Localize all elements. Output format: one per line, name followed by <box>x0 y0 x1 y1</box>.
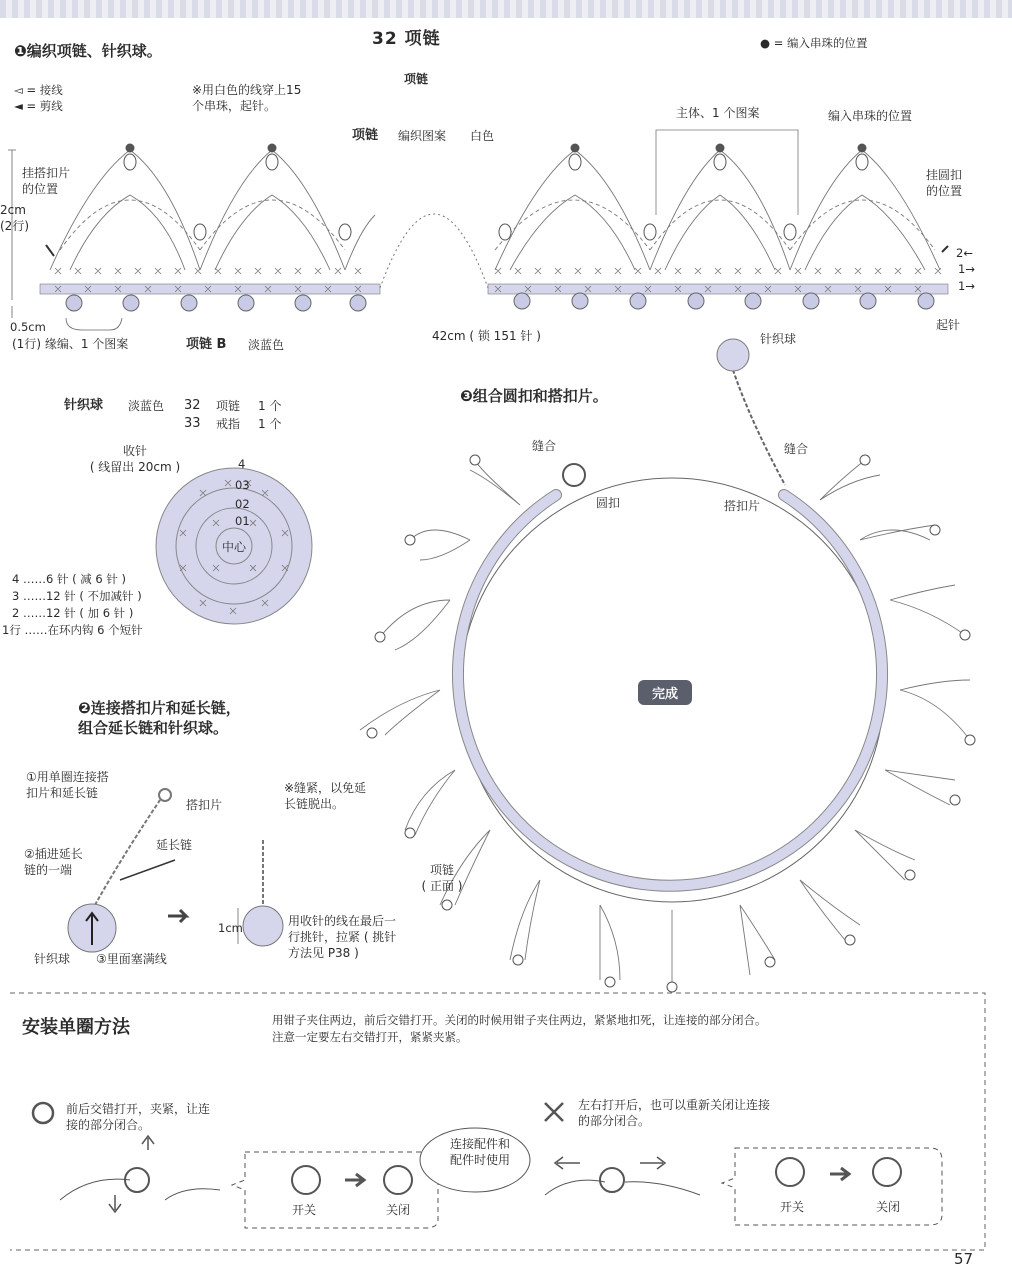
ring-num-1: 01 <box>235 514 250 528</box>
step2-heading: ❷连接搭扣片和延长链， 组合延长链和针织球。 <box>78 699 241 737</box>
clasp-plate-label: 搭扣片 <box>724 499 761 513</box>
step1-heading: ❶编织项链、针织球。 <box>14 42 162 60</box>
ball-row2-item: 戒指 <box>216 417 241 431</box>
jump-ring-desc-2: 注意一定要左右交错打开，紧紧夹紧。 <box>272 1030 468 1044</box>
sew-note: ※缝紧，以免延 长链脱出。 <box>284 781 367 811</box>
knit-ball-callout: 针织球 <box>760 332 797 346</box>
close-label-1: 关闭 <box>386 1203 411 1217</box>
start-label: 起针 <box>936 318 961 332</box>
done-badge: 完成 <box>638 680 692 705</box>
ring-num-4: 4 <box>238 457 246 471</box>
bead-position-label: 编入串珠的位置 <box>828 109 913 123</box>
legend-cut: ◄ = 剪线 <box>14 99 63 113</box>
chain-band-right <box>488 284 948 294</box>
row-1-marker-b: 1→ <box>958 279 975 293</box>
bad-method: 左右打开后，也可以重新关闭让连接 的部分闭合。 <box>578 1098 771 1128</box>
height-label: 2cm (2行) <box>0 203 29 233</box>
page-title: 32 项链 <box>372 29 441 49</box>
step3-heading: ❸组合圆扣和搭扣片。 <box>460 387 608 405</box>
ball-row1-qty: 1 个 <box>258 399 282 413</box>
bead-note: ※用白色的线穿上15 个串珠，起针。 <box>192 83 302 113</box>
jump-ring-title: 安装单圈方法 <box>22 1017 130 1038</box>
ball-row-4: 4 ……6 针 ( 减 6 针 ) <box>12 572 127 586</box>
row-1-marker-a: 1→ <box>958 262 975 276</box>
knit-ball-color: 淡蓝色 <box>128 399 165 413</box>
open-label-1: 开关 <box>292 1203 317 1217</box>
step2-note-3: ③里面塞满线 <box>96 952 167 966</box>
necklace-crochet-chart <box>8 130 948 330</box>
main-motif-label: 主体、1 个图案 <box>676 106 760 120</box>
necklace-front-label: 项链 ( 正面 ) <box>421 863 463 893</box>
necklace-assembly <box>360 339 975 992</box>
ring-clasp-label: 圆扣 <box>596 496 621 510</box>
edge-height-label: 0.5cm <box>10 320 46 334</box>
finish-label: 收针 ( 线留出 20cm ) <box>89 444 181 474</box>
edge-label: (1行) 缘编、1 个图案 <box>12 337 129 351</box>
knit-ball-label: 针织球 <box>64 398 104 413</box>
ball-row2-qty: 1 个 <box>258 417 282 431</box>
ball-row-3: 3 ……12 针 ( 不加减针 ) <box>12 589 142 603</box>
chain-band-left <box>40 284 380 294</box>
chart-subtitle: 编织图案 <box>398 129 447 143</box>
page-number: 57 <box>954 1250 974 1268</box>
sew-label-left: 缝合 <box>532 439 557 453</box>
open-label-2: 开关 <box>780 1200 805 1214</box>
ball-row-1: 1行 ……在环内钩 6 个短针 <box>2 623 143 637</box>
ball-row1-num: 32 <box>184 398 201 413</box>
finish-tip: 用收针的线在最后一 行挑针，拉紧 ( 挑针 方法见 P38 ) <box>288 914 397 960</box>
hook-position-label: 挂搭扣片 的位置 <box>22 166 71 196</box>
step2-note-2: ②插进延长 链的一端 <box>24 847 83 877</box>
clasp-label-2: 搭扣片 <box>186 798 223 812</box>
necklace-subtitle: 项链 <box>404 72 429 86</box>
ring-position-label: 挂圆扣 的位置 <box>926 168 963 198</box>
row-2-marker: 2← <box>956 246 973 260</box>
chain-b-color: 淡蓝色 <box>248 338 285 352</box>
ball-row1-item: 项链 <box>216 399 241 413</box>
good-method: 前后交错打开，夹紧，让连 接的部分闭合。 <box>66 1102 211 1132</box>
tip-bubble: 连接配件和 配件时使用 <box>449 1137 510 1167</box>
chart-title: 项链 <box>352 128 379 143</box>
knit-ball-label-2: 针织球 <box>34 952 71 966</box>
close-label-2: 关闭 <box>876 1200 901 1214</box>
sew-label-right: 缝合 <box>784 442 809 456</box>
jump-ring-desc-1: 用钳子夹住两边，前后交错打开。关闭的时候用钳子夹住两边，紧紧地扣死，让连接的部分闭合。 <box>272 1013 767 1027</box>
chain-length-label: 42cm ( 锁 151 针 ) <box>432 329 541 343</box>
step2-note-1: ①用单圈连接搭 扣片和延长链 <box>26 770 109 800</box>
ring-num-3: 03 <box>235 478 250 492</box>
ball-row-2: 2 ……12 针 ( 加 6 针 ) <box>12 606 134 620</box>
ball-row2-num: 33 <box>184 416 201 431</box>
center-label: 中心 <box>222 540 247 554</box>
ring-num-2: 02 <box>235 497 250 511</box>
legend-join: ◅ = 接线 <box>14 83 63 97</box>
bead-legend: ● = 编入串珠的位置 <box>760 36 868 50</box>
chart-color: 白色 <box>470 129 495 143</box>
chain-b-label: 项链 B <box>186 337 227 352</box>
extension-chain-label: 延长链 <box>156 838 193 852</box>
size-1cm: 1cm <box>218 921 243 935</box>
